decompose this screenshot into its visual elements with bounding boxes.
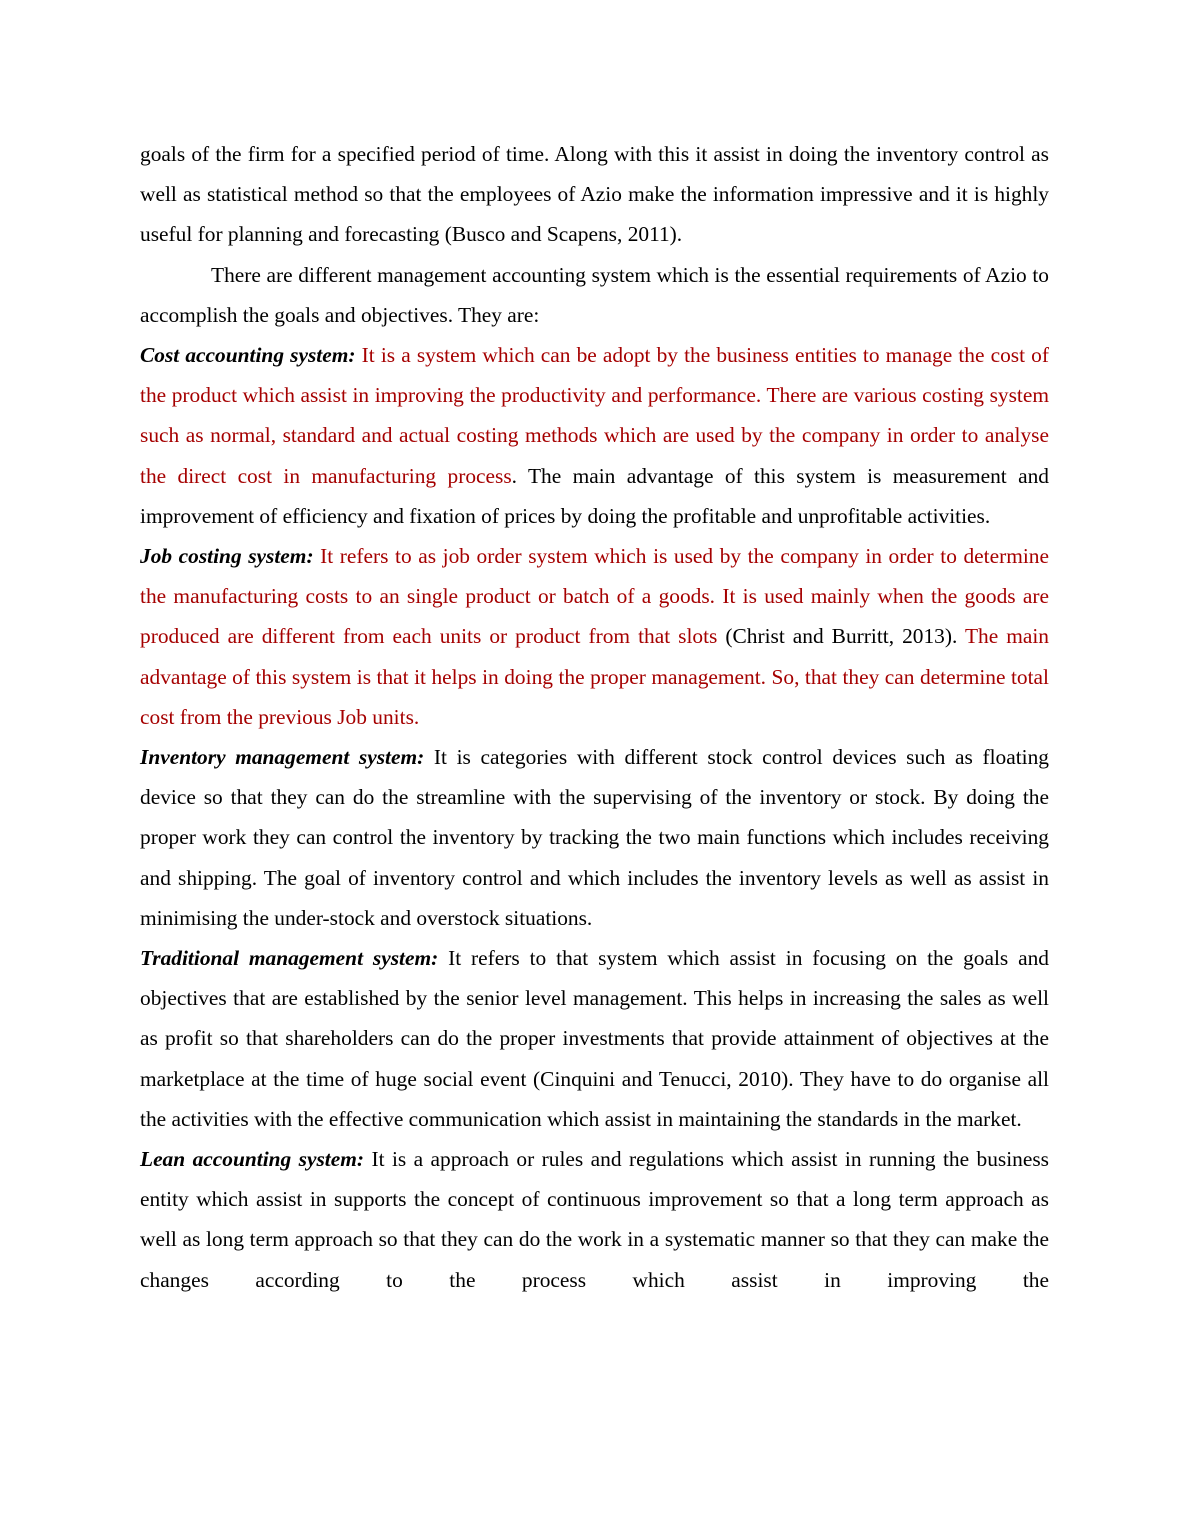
paragraph-intro-continued [140,134,1049,255]
citation-text: (Christ and Burritt, 2013). [717,624,958,649]
document-page [140,134,1049,1300]
paragraph-systems-intro [140,255,1049,335]
term-lean-accounting: Lean accounting system: [140,1147,365,1172]
paragraph-traditional-management [140,938,1049,1139]
term-job-costing: Job costing system: [140,544,314,569]
highlighted-text: It refers to as job order system which is used by the company in order to determine the manufacturing costs to an single product or batch of a goods. It is used mainly when the goods are produced are different from each units or product from that slots [140,544,1049,649]
highlighted-text: It is a system which can be adopt by the business entities to manage the cost of the product which assist in improving the productivity and performance. There are various costing system such as normal, standard and actual costing methods which are used by the company in order to analyse the direct cost in manufacturing process [140,343,1049,488]
paragraph-text: It is a approach or rules and regulations which assist in running the business entity which assist in supports the concept of continuous improvement so that a long term approach as well as long term approach so that they can do the work in a systematic manner so that they can make the changes according to the process which assist in improving the [140,1147,1050,1292]
paragraph-job-costing [140,536,1049,737]
paragraph-lean-accounting [140,1139,1049,1300]
term-traditional-management: Traditional management system: [140,946,439,971]
paragraph-cost-accounting [140,335,1049,536]
paragraph-text: It refers to that system which assist in focusing on the goals and objectives that are established by the senior level management. This helps in increasing the sales as well as profit so that shareholders can do the proper investments that provide attainment of objectives at the marketplace at the time of huge social event (Cinquini and Tenucci, 2010). They have to do organise all the activities with the effective communication which assist in maintaining the standards in the market. [140,946,1049,1131]
paragraph-text: . The main advantage of this system is measurement and improvement of efficiency and fixation of prices by doing the profitable and unprofitable activities. [140,463,1049,528]
term-cost-accounting: Cost accounting system: [140,343,356,368]
paragraph-text: It is categories with different stock control devices such as floating device so that they can do the streamline with the supervising of the inventory or stock. By doing the proper work they can control the inventory by tracking the two main functions which includes receiving and shipping. The goal of inventory control and which includes the inventory levels as well as assist in minimising the under-stock and overstock situations. [140,745,1049,930]
highlighted-text: The main advantage of this system is that it helps in doing the proper management. So, that they can determine total cost from the previous Job units. [140,624,1049,729]
paragraph-text: goals of the firm for a specified period of time. Along with this it assist in doing the inventory control as well as statistical method so that the employees of Azio make the information impressive and it is highly useful for planning and forecasting (Busco and Scapens, 2011). [140,142,1049,247]
paragraph-text: There are different management accounting system which is the essential requirements of Azio to accomplish the goals and objectives. They are: [140,262,1049,327]
paragraph-inventory-management [140,737,1049,938]
term-inventory-management: Inventory management system: [140,745,425,770]
